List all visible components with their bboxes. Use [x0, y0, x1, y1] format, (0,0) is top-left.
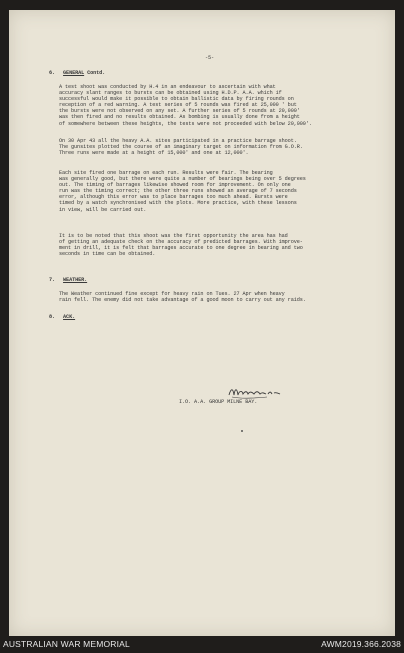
- document-page: [9, 10, 395, 636]
- section-6-number: 6.: [49, 70, 56, 76]
- footer-institution: AUSTRALIAN WAR MEMORIAL: [3, 639, 130, 649]
- section-6-title-suffix: Contd.: [87, 70, 106, 76]
- section-6-heading: [49, 70, 105, 76]
- section-7-heading: [49, 277, 87, 283]
- section-7-paragraph: The Weather continued fine except for heavy rain on Tues. 27 Apr when heavy rain fell. The enemy did not take advantage of a good moon to carry out any raids.: [59, 291, 306, 304]
- section-6-paragraph-4: It is to be noted that this shoot was the first opportunity the area has had of getting an adequate check on the accuracy of predicted barrages. With improve- ment in drill, it is felt that barrages accurate to one degree in bearing and two seconds in time can be obtained.: [59, 233, 303, 258]
- page-number: -5-: [205, 55, 215, 61]
- section-6-paragraph-3: Each site fired one barrage on each run. Results were fair. The bearing was generally good, but there were quite a number of bearings being over 5 degrees out. The timing of barrages likewise showed room for improvement. On only one run was the timing correct; the other three runs showed an average of 7 seconds error, although this error was to place barrages too much ahead. Bursts were timed by a watch synchronised with the plots. More practice, with these lessons in view, will be carried out.: [59, 170, 306, 213]
- section-6-title: GENERAL: [63, 70, 85, 76]
- section-8-heading: [49, 314, 75, 320]
- section-6-paragraph-2: On 30 Apr 43 all the heavy A.A. sites participated in a practice barrage shoot. The gunsites plotted the course of an imaginary target on information from G.O.R. Three runs were made at a height of 15,000' and one at 12,000'.: [59, 138, 303, 157]
- ink-mark: [241, 430, 243, 432]
- section-8-number: 8.: [49, 314, 56, 320]
- section-8-title: ACK.: [63, 314, 76, 320]
- signatory-title: I.O. A.A. GROUP MILNE BAY.: [179, 399, 258, 405]
- section-6-paragraph-1: A test shoot was conducted by H.4 in an endeavour to ascertain with what accuracy slant ranges to bursts can be obtained using H.D.P. A.A. which if successful would make it possible to obtain ballistic data by firing rounds on reception of a red warning. A test series of 5 rounds was fired at 25,000 ' but the bursts were not observed on any set. A further series of 5 rounds at 20,000' was then fired and no results obtained. As bombing is usually done from a height of somewhere between these heights, the tests were not proceeded with below 20,000'.: [59, 84, 312, 127]
- footer-accession-number: AWM2019.366.2038: [321, 639, 401, 649]
- section-7-title: WEATHER.: [63, 277, 88, 283]
- archive-footer: [0, 636, 404, 653]
- section-7-number: 7.: [49, 277, 56, 283]
